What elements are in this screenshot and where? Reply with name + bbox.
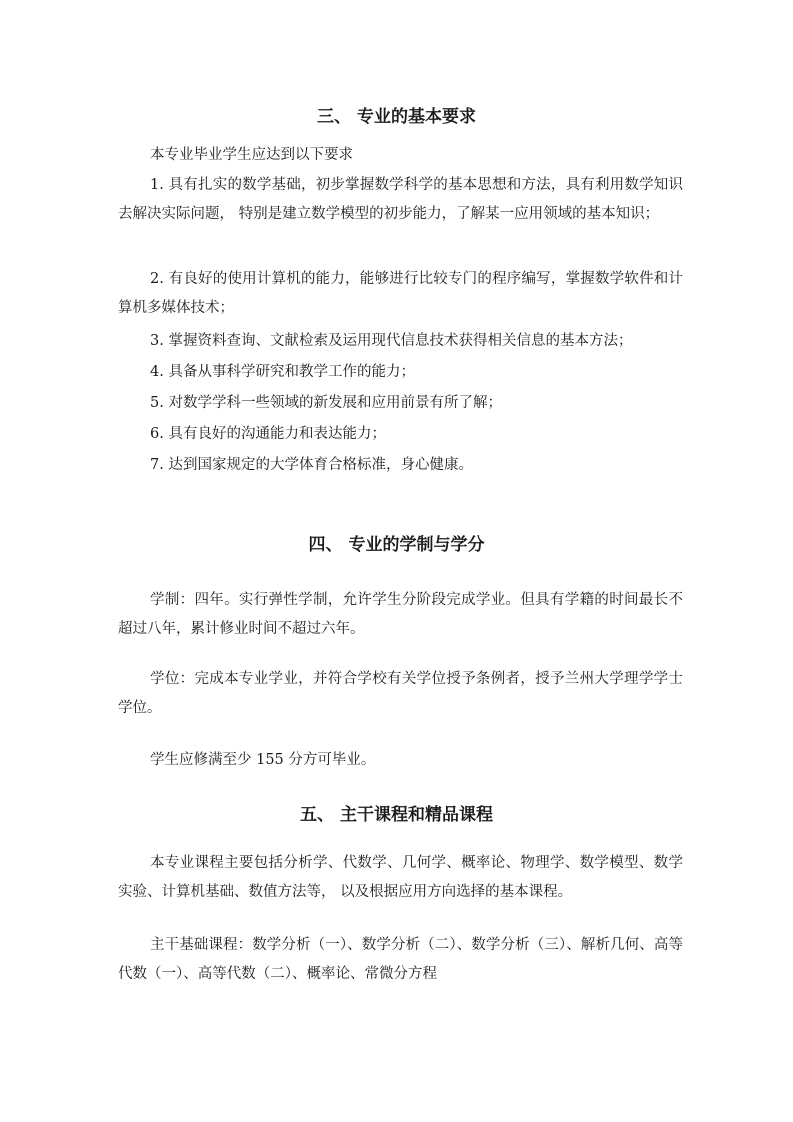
section-heading-requirements: 三、 专业的基本要求 — [317, 107, 476, 127]
requirement-item-3: 3. 掌握资料查询、文献检索及运用现代信息技术获得相关信息的基本方法； — [150, 333, 633, 349]
requirement-item-6: 6. 具有良好的沟通能力和表达能力； — [150, 426, 386, 442]
requirement-item-5: 5. 对数学学科一些领域的新发展和应用前景有所了解； — [150, 395, 502, 411]
degree-paragraph: 学位：完成本专业学业，并符合学校有关学位授予条例者，授予兰州大学理学学士学位。 — [118, 671, 683, 716]
credits-paragraph: 学生应修满至少 155 分方可毕业。 — [150, 752, 376, 768]
section-heading-duration-credits: 四、 专业的学制与学分 — [308, 535, 485, 555]
duration-paragraph: 学制：四年。实行弹性学制，允许学生分阶段完成学业。但具有学籍的时间最长不超过八年，累计修业时间不超过六年。 — [118, 592, 683, 637]
core-basic-courses-paragraph: 主干基础课程：数学分析（一）、数学分析（二）、数学分析（三）、解析几何、高等代数（一）、高等代数（二）、概率论、常微分方程 — [118, 937, 683, 982]
requirement-item-1: 1. 具有扎实的数学基础，初步掌握数学科学的基本思想和方法，具有利用数学知识去解决实际问题， 特别是建立数学模型的初步能力，了解某一应用领域的基本知识； — [118, 177, 683, 222]
section-heading-core-courses: 五、 主干课程和精品课程 — [300, 805, 493, 825]
requirement-item-4: 4. 具备从事科学研究和教学工作的能力； — [150, 364, 415, 380]
courses-overview-paragraph: 本专业课程主要包括分析学、代数学、几何学、概率论、物理学、数学模型、数学实验、计算机基础、数值方法等， 以及根据应用方向选择的基本课程。 — [118, 855, 683, 900]
requirement-item-2: 2. 有良好的使用计算机的能力，能够进行比较专门的程序编写，掌握数学软件和计算机多媒体技术； — [118, 271, 683, 316]
requirement-item-7: 7. 达到国家规定的大学体育合格标准，身心健康。 — [150, 457, 473, 473]
requirements-intro: 本专业毕业学生应达到以下要求 — [150, 147, 353, 163]
